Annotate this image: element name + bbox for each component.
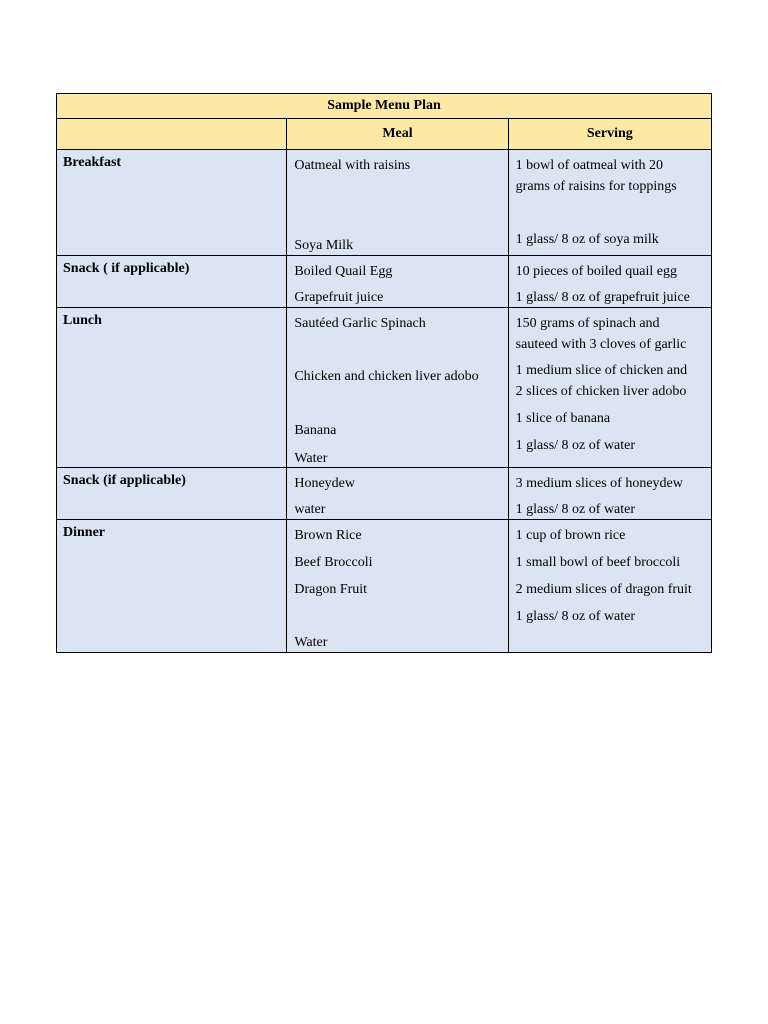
serving-item: 1 slice of banana xyxy=(515,411,611,426)
meal-item: Honeydew xyxy=(294,476,355,491)
row-label-cell xyxy=(57,308,287,468)
serving-item: 1 medium slice of chicken and xyxy=(515,363,688,378)
row-label-cell xyxy=(57,520,287,653)
row-label: Snack (if applicable) xyxy=(63,473,186,488)
meal-cell xyxy=(287,520,508,653)
meal-item: Chicken and chicken liver adobo xyxy=(294,369,479,384)
meal-cell xyxy=(287,150,508,256)
serving-item: sauteed with 3 cloves of garlic xyxy=(515,337,687,352)
table-row-breakfast xyxy=(57,150,712,256)
row-label-cell xyxy=(57,468,287,520)
serving-cell xyxy=(508,468,711,520)
row-label-cell xyxy=(57,150,287,256)
meal-item: Sautéed Garlic Spinach xyxy=(294,316,426,331)
serving-item: 1 glass/ 8 oz of water xyxy=(515,438,636,453)
meal-item: Water xyxy=(294,451,328,466)
meal-item: Soya Milk xyxy=(294,238,354,253)
serving-item: 1 bowl of oatmeal with 20 xyxy=(515,158,664,173)
table-row-snack xyxy=(57,256,712,308)
row-label: Dinner xyxy=(63,525,105,540)
serving-item: 2 medium slices of dragon fruit xyxy=(515,582,692,597)
serving-item: 1 glass/ 8 oz of water xyxy=(515,502,636,517)
meal-item: Beef Broccoli xyxy=(294,555,373,570)
row-label: Breakfast xyxy=(63,155,122,170)
meal-item: Oatmeal with raisins xyxy=(294,158,411,173)
serving-cell xyxy=(508,150,711,256)
title-row xyxy=(57,94,712,119)
meal-item: Boiled Quail Egg xyxy=(294,264,393,279)
meal-cell xyxy=(287,308,508,468)
meal-item: Grapefruit juice xyxy=(294,290,384,305)
meal-cell xyxy=(287,468,508,520)
row-label-cell xyxy=(57,256,287,308)
meal-item: water xyxy=(294,502,326,517)
meal-cell xyxy=(287,256,508,308)
header-row xyxy=(57,119,712,150)
meal-item: Brown Rice xyxy=(294,528,362,543)
serving-item: 3 medium slices of honeydew xyxy=(515,476,683,491)
serving-item: 10 pieces of boiled quail egg xyxy=(515,264,678,279)
header-serving: Serving xyxy=(508,119,711,150)
header-meal: Meal xyxy=(287,119,508,150)
row-label: Snack ( if applicable) xyxy=(63,261,190,276)
meal-item: Water xyxy=(294,635,328,650)
serving-cell xyxy=(508,308,711,468)
serving-item: 1 small bowl of beef broccoli xyxy=(515,555,681,570)
table-row-snack xyxy=(57,468,712,520)
meal-item: Dragon Fruit xyxy=(294,582,368,597)
serving-item: 1 glass/ 8 oz of soya milk xyxy=(515,232,659,247)
header-empty-cell xyxy=(57,119,287,150)
serving-item: 1 glass/ 8 oz of water xyxy=(515,609,636,624)
table-row-dinner xyxy=(57,520,712,653)
serving-item: 1 cup of brown rice xyxy=(515,528,626,543)
serving-cell xyxy=(508,256,711,308)
table-title: Sample Menu Plan xyxy=(57,94,712,119)
serving-item: grams of raisins for toppings xyxy=(515,179,677,194)
row-label: Lunch xyxy=(63,313,102,328)
table-row-lunch xyxy=(57,308,712,468)
serving-item: 2 slices of chicken liver adobo xyxy=(515,384,687,399)
serving-item: 150 grams of spinach and xyxy=(515,316,660,331)
serving-item: 1 glass/ 8 oz of grapefruit juice xyxy=(515,290,690,305)
menu-plan-table xyxy=(56,93,712,653)
meal-item: Banana xyxy=(294,423,337,438)
serving-cell xyxy=(508,520,711,653)
